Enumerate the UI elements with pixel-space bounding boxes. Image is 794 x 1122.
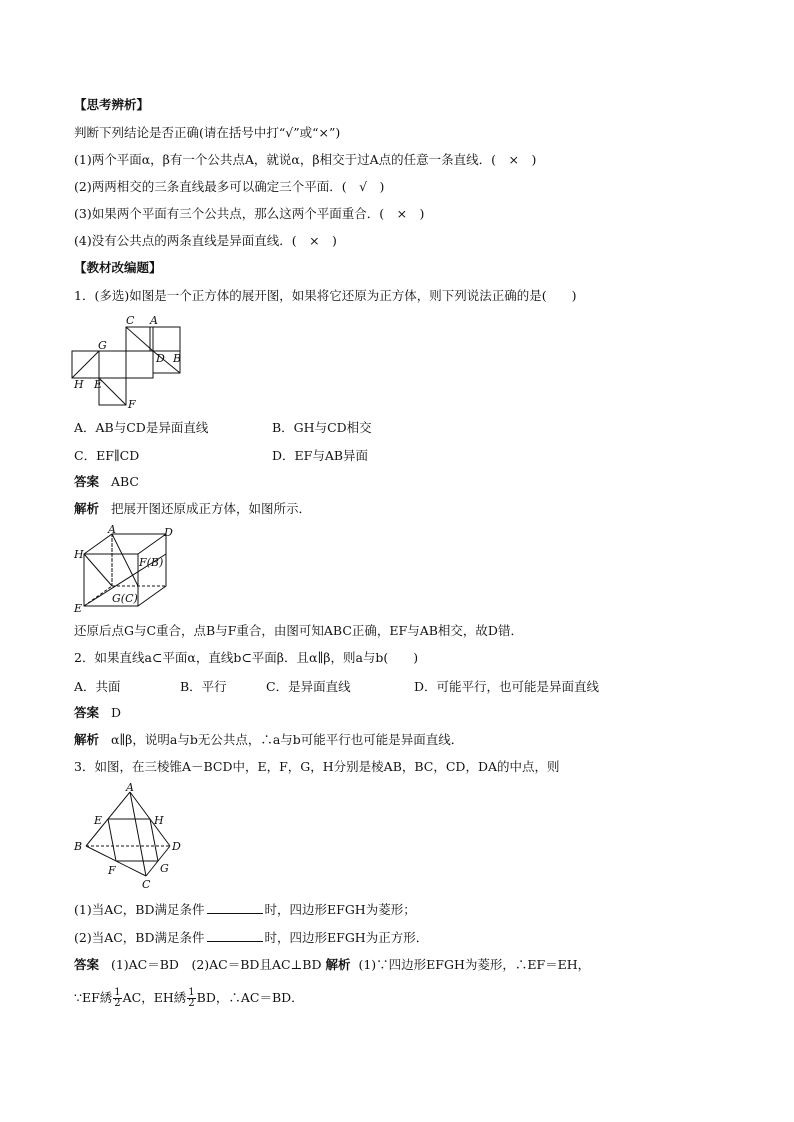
q3-analysis-2a: ∵EF綉 — [74, 990, 113, 1005]
net-label-h: H — [74, 378, 84, 391]
q1-answer-label: 答案 — [74, 474, 100, 489]
tetra-label-a: A — [126, 782, 134, 794]
net-label-f: F — [128, 398, 136, 411]
q3-answer-row — [74, 956, 590, 974]
cube-label-gc: G(C) — [112, 592, 138, 605]
q1-analysis-label: 解析 — [74, 501, 100, 516]
q2-analysis-label: 解析 — [74, 732, 100, 747]
question-2-stem: 2．如果直线a⊂平面α，直线b⊂平面β．且α∥β，则a与b( ) — [74, 650, 419, 665]
judgement-item-2: (2)两两相交的三条直线最多可以确定三个平面．( √ ) — [74, 179, 385, 194]
q2-option-b: B．平行 — [180, 679, 227, 694]
q2-answer-row — [74, 704, 121, 722]
q1-answer: ABC — [110, 474, 139, 489]
q3-sub1-blank — [207, 901, 263, 914]
tetra-label-e: E — [94, 814, 103, 827]
q2-option-a: A．共面 — [74, 679, 121, 694]
q3-answer: (1)AC＝BD (2)AC＝BD且AC⊥BD — [110, 957, 322, 972]
q2-option-d: D．可能平行，也可能是异面直线 — [414, 679, 600, 694]
net-label-d: D — [156, 352, 165, 365]
q3-analysis-2b: AC，EH綉 — [122, 990, 187, 1005]
judgement-item-1: (1)两个平面α，β有一个公共点A，就说α，β相交于过A点的任意一条直线．( × ) — [74, 152, 537, 167]
q1-option-b: B．GH与CD相交 — [272, 420, 372, 435]
tetra-label-c: C — [142, 878, 151, 890]
q3-sub-1 — [74, 901, 416, 919]
net-label-b: B — [173, 352, 182, 365]
cube-label-fb: F(B) — [139, 556, 164, 569]
q2-option-c: C．是异面直线 — [266, 679, 351, 694]
section1-intro: 判断下列结论是否正确(请在括号中打“√”或“×”) — [74, 125, 341, 140]
q3-sub-2 — [74, 929, 428, 947]
q3-sub1-pre: (1)当AC，BD满足条件 — [74, 902, 205, 917]
q2-answer: D — [110, 705, 121, 720]
frac-den-1: 2 — [114, 998, 121, 1009]
q1-analysis-row — [74, 500, 311, 518]
tetra-label-f: F — [108, 864, 116, 877]
tetra-label-b: B — [74, 840, 83, 853]
q1-analysis: 把展开图还原成正方体，如图所示． — [110, 501, 311, 516]
cube-label-h: H — [74, 548, 84, 561]
q3-sub2-post: 时，四边形EFGH为正方形． — [264, 930, 429, 945]
q1-option-a: A．AB与CD是异面直线 — [74, 420, 209, 435]
cube-net-figure — [70, 312, 200, 412]
q1-option-d: D．EF与AB异面 — [272, 448, 369, 463]
net-label-a: A — [150, 314, 158, 327]
cube-label-d: D — [164, 526, 173, 539]
q3-analysis-1: (1)∵四边形EFGH为菱形，∴EF＝EH， — [358, 957, 591, 972]
q2-answer-label: 答案 — [74, 705, 100, 720]
q1-option-c: C．EF∥CD — [74, 448, 140, 463]
tetrahedron-figure — [72, 782, 187, 890]
judgement-item-4: (4)没有公共点的两条直线是异面直线．( × ) — [74, 233, 337, 248]
judgement-item-3: (3)如果两个平面有三个公共点，那么这两个平面重合．( × ) — [74, 206, 425, 221]
cube-figure — [72, 524, 182, 616]
net-label-c: C — [126, 314, 135, 327]
fraction-half-2 — [187, 988, 195, 1009]
net-label-g: G — [98, 339, 107, 352]
tetra-label-g: G — [160, 862, 169, 875]
section-heading-thinking: 【思考辨析】 — [74, 97, 150, 112]
q1-answer-row — [74, 473, 139, 491]
q3-sub2-pre: (2)当AC，BD满足条件 — [74, 930, 205, 945]
cube-label-e: E — [74, 602, 83, 615]
question-1-stem: 1．(多选)如图是一个正方体的展开图，如果将它还原为正方体，则下列说法正确的是( ) — [74, 288, 577, 303]
q3-sub1-post: 时，四边形EFGH为菱形； — [264, 902, 416, 917]
section-heading-textbook: 【教材改编题】 — [74, 260, 162, 275]
cube-label-a: A — [108, 524, 116, 536]
frac-den-2: 2 — [188, 998, 195, 1009]
tetra-label-h: H — [154, 814, 164, 827]
question-3-stem: 3．如图，在三棱锥A－BCD中，E，F，G，H分别是棱AB，BC，CD，DA的中点，则 — [74, 759, 560, 774]
frac-num-2: 1 — [188, 987, 195, 998]
q3-analysis-row-2 — [74, 986, 304, 1010]
q2-analysis: α∥β，说明a与b无公共点，∴a与b可能平行也可能是异面直线． — [110, 732, 464, 747]
net-label-e: E — [94, 378, 103, 391]
q3-analysis-2c: BD，∴AC＝BD． — [196, 990, 304, 1005]
frac-num-1: 1 — [114, 987, 121, 998]
q3-answer-label: 答案 — [74, 957, 100, 972]
fraction-half-1 — [113, 988, 121, 1009]
tetra-label-d: D — [172, 840, 181, 853]
q3-sub2-blank — [207, 929, 263, 942]
q1-conclusion: 还原后点G与C重合，点B与F重合，由图可知ABC正确，EF与AB相交，故D错． — [74, 623, 523, 638]
q2-analysis-row — [74, 731, 463, 749]
q3-analysis-label: 解析 — [325, 957, 351, 972]
